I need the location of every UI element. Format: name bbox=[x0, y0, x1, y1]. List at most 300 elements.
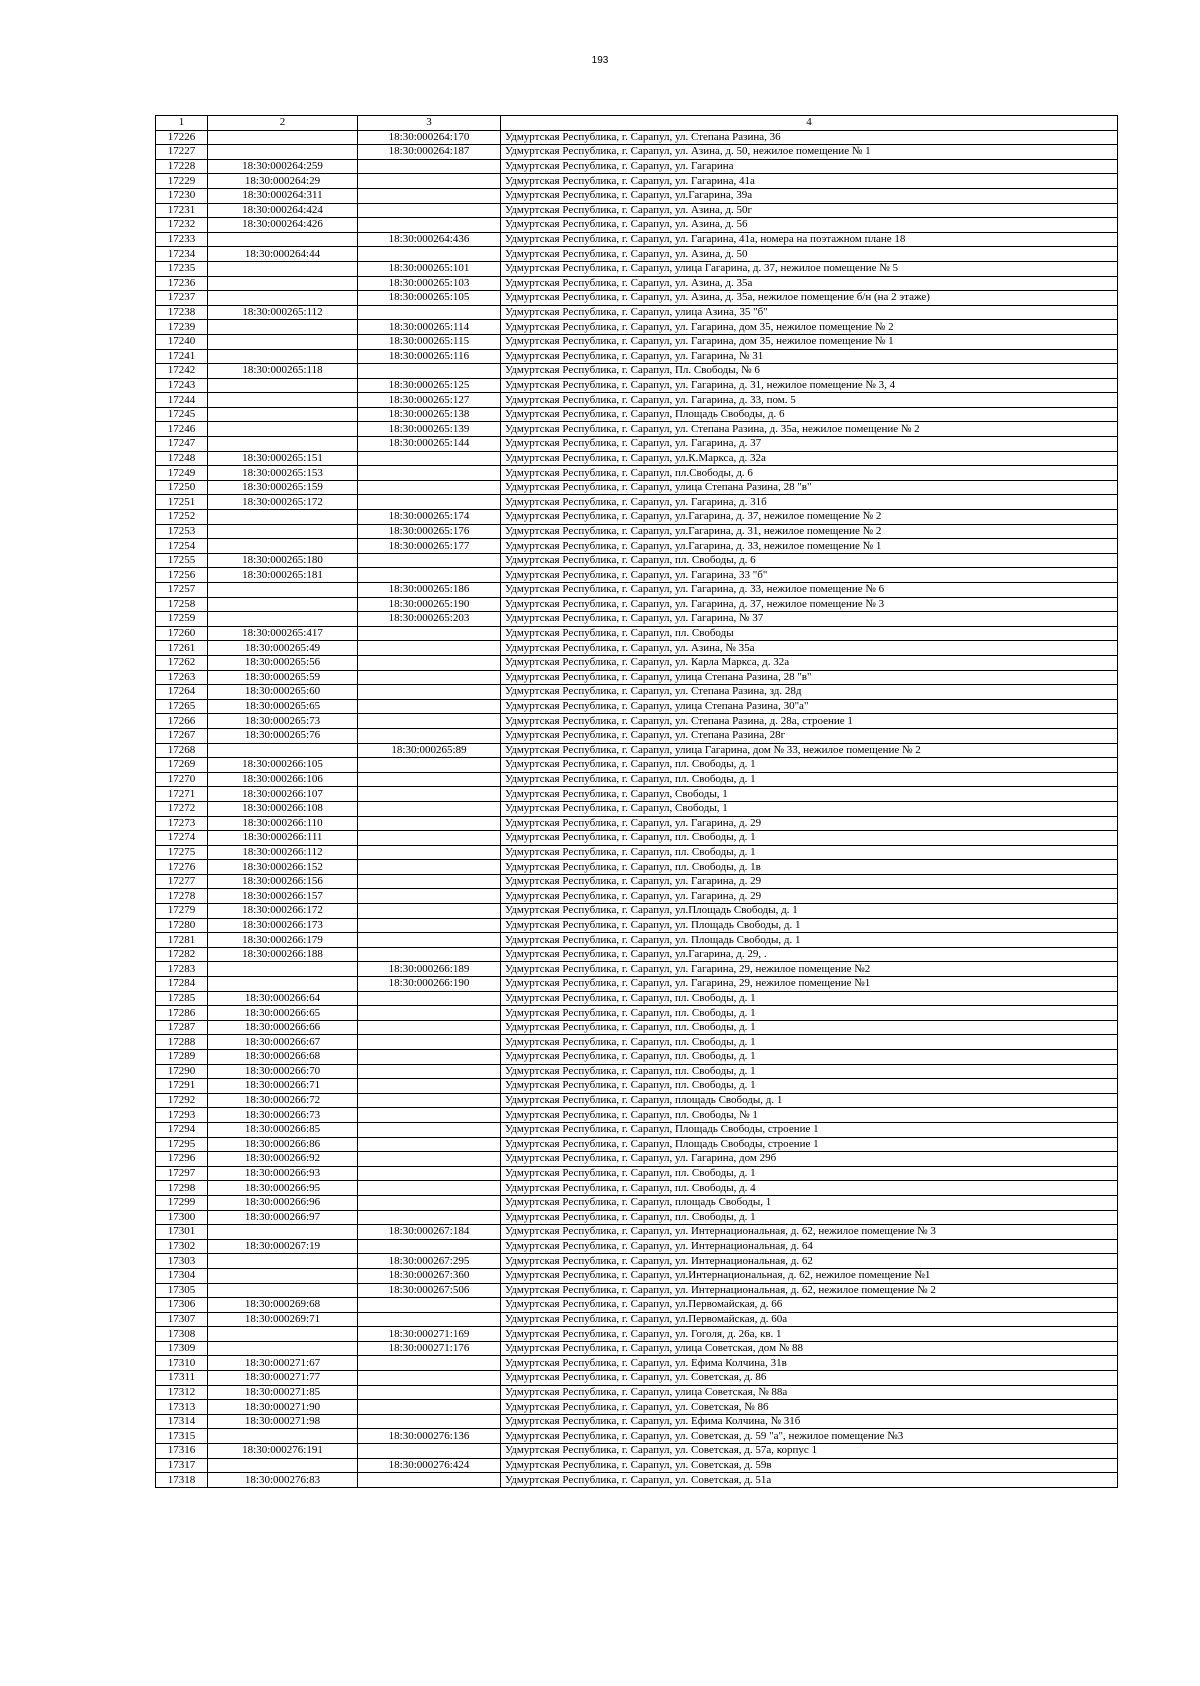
row-number-cell: 17243 bbox=[156, 378, 208, 393]
table-row bbox=[156, 860, 1118, 875]
address-cell: Удмуртская Республика, г. Сарапул, ул. Интернациональная, д. 62, нежилое помещение № 2 bbox=[501, 1283, 1118, 1298]
row-number-cell: 17306 bbox=[156, 1298, 208, 1313]
object-cadastral-number-cell bbox=[358, 1020, 501, 1035]
table-row bbox=[156, 641, 1118, 656]
row-number-cell: 17230 bbox=[156, 188, 208, 203]
row-number-cell: 17286 bbox=[156, 1006, 208, 1021]
object-cadastral-number-cell: 18:30:000265:114 bbox=[358, 320, 501, 335]
row-number-cell: 17316 bbox=[156, 1444, 208, 1459]
table-row bbox=[156, 1414, 1118, 1429]
row-number-cell: 17277 bbox=[156, 874, 208, 889]
object-cadastral-number-cell bbox=[358, 816, 501, 831]
land-cadastral-number-cell: 18:30:000266:71 bbox=[208, 1079, 358, 1094]
table-row bbox=[156, 1166, 1118, 1181]
address-cell: Удмуртская Республика, г. Сарапул, ул. Азина, № 35а bbox=[501, 641, 1118, 656]
land-cadastral-number-cell: 18:30:000266:157 bbox=[208, 889, 358, 904]
table-row bbox=[156, 670, 1118, 685]
land-cadastral-number-cell: 18:30:000266:111 bbox=[208, 831, 358, 846]
address-cell: Удмуртская Республика, г. Сарапул, улица Азина, 35 "б" bbox=[501, 305, 1118, 320]
land-cadastral-number-cell: 18:30:000271:90 bbox=[208, 1400, 358, 1415]
table-row bbox=[156, 378, 1118, 393]
table-row bbox=[156, 583, 1118, 598]
land-cadastral-number-cell bbox=[208, 1429, 358, 1444]
land-cadastral-number-cell: 18:30:000266:86 bbox=[208, 1137, 358, 1152]
land-cadastral-number-cell: 18:30:000266:105 bbox=[208, 758, 358, 773]
row-number-cell: 17294 bbox=[156, 1122, 208, 1137]
address-cell: Удмуртская Республика, г. Сарапул, пл. Свободы, д. 1 bbox=[501, 845, 1118, 860]
address-cell: Удмуртская Республика, г. Сарапул, ул. Азина, д. 35а bbox=[501, 276, 1118, 291]
address-cell: Удмуртская Республика, г. Сарапул, ул. Площадь Свободы, д. 1 bbox=[501, 933, 1118, 948]
object-cadastral-number-cell bbox=[358, 1298, 501, 1313]
object-cadastral-number-cell bbox=[358, 845, 501, 860]
land-cadastral-number-cell: 18:30:000266:93 bbox=[208, 1166, 358, 1181]
land-cadastral-number-cell: 18:30:000267:19 bbox=[208, 1239, 358, 1254]
row-number-cell: 17235 bbox=[156, 261, 208, 276]
object-cadastral-number-cell bbox=[358, 670, 501, 685]
land-cadastral-number-cell bbox=[208, 407, 358, 422]
object-cadastral-number-cell: 18:30:000264:187 bbox=[358, 145, 501, 160]
land-cadastral-number-cell: 18:30:000265:60 bbox=[208, 685, 358, 700]
object-cadastral-number-cell bbox=[358, 159, 501, 174]
land-cadastral-number-cell: 18:30:000266:96 bbox=[208, 1195, 358, 1210]
object-cadastral-number-cell bbox=[358, 1050, 501, 1065]
address-cell: Удмуртская Республика, г. Сарапул, ул. Советская, д. 86 bbox=[501, 1371, 1118, 1386]
land-cadastral-number-cell: 18:30:000265:153 bbox=[208, 466, 358, 481]
table-row bbox=[156, 524, 1118, 539]
table-row bbox=[156, 933, 1118, 948]
object-cadastral-number-cell bbox=[358, 991, 501, 1006]
address-cell: Удмуртская Республика, г. Сарапул, ул. Карла Маркса, д. 32а bbox=[501, 655, 1118, 670]
table-row bbox=[156, 1283, 1118, 1298]
address-cell: Удмуртская Республика, г. Сарапул, ул. Советская, № 86 bbox=[501, 1400, 1118, 1415]
object-cadastral-number-cell bbox=[358, 801, 501, 816]
land-cadastral-number-cell: 18:30:000266:110 bbox=[208, 816, 358, 831]
land-cadastral-number-cell: 18:30:000264:259 bbox=[208, 159, 358, 174]
table-row bbox=[156, 991, 1118, 1006]
object-cadastral-number-cell bbox=[358, 480, 501, 495]
table-row bbox=[156, 1458, 1118, 1473]
address-cell: Удмуртская Республика, г. Сарапул, ул.Первомайская, д. 60а bbox=[501, 1312, 1118, 1327]
land-cadastral-number-cell: 18:30:000266:152 bbox=[208, 860, 358, 875]
table-row bbox=[156, 1035, 1118, 1050]
land-cadastral-number-cell bbox=[208, 145, 358, 160]
land-cadastral-number-cell bbox=[208, 378, 358, 393]
column-header-2: 2 bbox=[208, 116, 358, 131]
land-cadastral-number-cell: 18:30:000269:71 bbox=[208, 1312, 358, 1327]
table-row bbox=[156, 539, 1118, 554]
object-cadastral-number-cell bbox=[358, 1064, 501, 1079]
object-cadastral-number-cell: 18:30:000265:138 bbox=[358, 407, 501, 422]
table-row bbox=[156, 174, 1118, 189]
row-number-cell: 17238 bbox=[156, 305, 208, 320]
land-cadastral-number-cell: 18:30:000266:106 bbox=[208, 772, 358, 787]
object-cadastral-number-cell bbox=[358, 874, 501, 889]
row-number-cell: 17247 bbox=[156, 437, 208, 452]
table-row bbox=[156, 291, 1118, 306]
table-row bbox=[156, 1006, 1118, 1021]
row-number-cell: 17256 bbox=[156, 568, 208, 583]
address-cell: Удмуртская Республика, г. Сарапул, Свободы, 1 bbox=[501, 787, 1118, 802]
land-cadastral-number-cell: 18:30:000266:173 bbox=[208, 918, 358, 933]
table-row bbox=[156, 145, 1118, 160]
object-cadastral-number-cell: 18:30:000265:177 bbox=[358, 539, 501, 554]
row-number-cell: 17254 bbox=[156, 539, 208, 554]
object-cadastral-number-cell bbox=[358, 305, 501, 320]
land-cadastral-number-cell: 18:30:000271:77 bbox=[208, 1371, 358, 1386]
object-cadastral-number-cell: 18:30:000276:424 bbox=[358, 1458, 501, 1473]
table-row bbox=[156, 816, 1118, 831]
row-number-cell: 17255 bbox=[156, 553, 208, 568]
table-row bbox=[156, 232, 1118, 247]
land-cadastral-number-cell: 18:30:000265:59 bbox=[208, 670, 358, 685]
row-number-cell: 17295 bbox=[156, 1137, 208, 1152]
address-cell: Удмуртская Республика, г. Сарапул, Пл. Свободы, № 6 bbox=[501, 364, 1118, 379]
table-row bbox=[156, 1268, 1118, 1283]
land-cadastral-number-cell: 18:30:000269:68 bbox=[208, 1298, 358, 1313]
address-cell: Удмуртская Республика, г. Сарапул, ул. Гагарина, д. 29 bbox=[501, 816, 1118, 831]
object-cadastral-number-cell bbox=[358, 626, 501, 641]
object-cadastral-number-cell: 18:30:000265:190 bbox=[358, 597, 501, 612]
land-cadastral-number-cell bbox=[208, 393, 358, 408]
address-cell: Удмуртская Республика, г. Сарапул, ул. Гагарина, 29, нежилое помещение №1 bbox=[501, 977, 1118, 992]
object-cadastral-number-cell bbox=[358, 203, 501, 218]
land-cadastral-number-cell bbox=[208, 437, 358, 452]
row-number-cell: 17310 bbox=[156, 1356, 208, 1371]
table-row bbox=[156, 801, 1118, 816]
object-cadastral-number-cell: 18:30:000265:105 bbox=[358, 291, 501, 306]
row-number-cell: 17269 bbox=[156, 758, 208, 773]
object-cadastral-number-cell bbox=[358, 758, 501, 773]
row-number-cell: 17307 bbox=[156, 1312, 208, 1327]
table-row bbox=[156, 1181, 1118, 1196]
land-cadastral-number-cell: 18:30:000266:67 bbox=[208, 1035, 358, 1050]
object-cadastral-number-cell bbox=[358, 655, 501, 670]
address-cell: Удмуртская Республика, г. Сарапул, ул. Степана Разина, 28г bbox=[501, 728, 1118, 743]
table-row bbox=[156, 743, 1118, 758]
object-cadastral-number-cell: 18:30:000264:170 bbox=[358, 130, 501, 145]
table-body bbox=[156, 130, 1118, 1487]
object-cadastral-number-cell bbox=[358, 1414, 501, 1429]
column-header-1: 1 bbox=[156, 116, 208, 131]
object-cadastral-number-cell bbox=[358, 451, 501, 466]
row-number-cell: 17312 bbox=[156, 1385, 208, 1400]
object-cadastral-number-cell bbox=[358, 1093, 501, 1108]
address-cell: Удмуртская Республика, г. Сарапул, улица Гагарина, дом № 33, нежилое помещение № 2 bbox=[501, 743, 1118, 758]
address-cell: Удмуртская Республика, г. Сарапул, ул. Гагарина, 41а bbox=[501, 174, 1118, 189]
object-cadastral-number-cell bbox=[358, 364, 501, 379]
row-number-cell: 17233 bbox=[156, 232, 208, 247]
table-row bbox=[156, 655, 1118, 670]
land-cadastral-number-cell: 18:30:000266:85 bbox=[208, 1122, 358, 1137]
row-number-cell: 17250 bbox=[156, 480, 208, 495]
row-number-cell: 17240 bbox=[156, 334, 208, 349]
object-cadastral-number-cell: 18:30:000266:189 bbox=[358, 962, 501, 977]
row-number-cell: 17248 bbox=[156, 451, 208, 466]
object-cadastral-number-cell: 18:30:000267:184 bbox=[358, 1225, 501, 1240]
land-cadastral-number-cell: 18:30:000271:85 bbox=[208, 1385, 358, 1400]
table-row bbox=[156, 130, 1118, 145]
row-number-cell: 17262 bbox=[156, 655, 208, 670]
table-row bbox=[156, 831, 1118, 846]
address-cell: Удмуртская Республика, г. Сарапул, улица Степана Разина, 30"а" bbox=[501, 699, 1118, 714]
land-cadastral-number-cell: 18:30:000264:424 bbox=[208, 203, 358, 218]
row-number-cell: 17283 bbox=[156, 962, 208, 977]
object-cadastral-number-cell bbox=[358, 699, 501, 714]
table-row bbox=[156, 466, 1118, 481]
object-cadastral-number-cell bbox=[358, 685, 501, 700]
object-cadastral-number-cell: 18:30:000265:115 bbox=[358, 334, 501, 349]
row-number-cell: 17314 bbox=[156, 1414, 208, 1429]
address-cell: Удмуртская Республика, г. Сарапул, пл. Свободы, д. 4 bbox=[501, 1181, 1118, 1196]
table-row bbox=[156, 480, 1118, 495]
land-cadastral-number-cell: 18:30:000265:73 bbox=[208, 714, 358, 729]
object-cadastral-number-cell bbox=[358, 218, 501, 233]
land-cadastral-number-cell: 18:30:000266:97 bbox=[208, 1210, 358, 1225]
address-cell: Удмуртская Республика, г. Сарапул, ул. Гагарина, № 37 bbox=[501, 612, 1118, 627]
address-cell: Удмуртская Республика, г. Сарапул, ул. Гагарина, д. 37 bbox=[501, 437, 1118, 452]
table-row bbox=[156, 1152, 1118, 1167]
row-number-cell: 17253 bbox=[156, 524, 208, 539]
address-cell: Удмуртская Республика, г. Сарапул, ул.Гагарина, 39а bbox=[501, 188, 1118, 203]
land-cadastral-number-cell: 18:30:000265:172 bbox=[208, 495, 358, 510]
land-cadastral-number-cell: 18:30:000271:67 bbox=[208, 1356, 358, 1371]
object-cadastral-number-cell bbox=[358, 495, 501, 510]
object-cadastral-number-cell: 18:30:000265:125 bbox=[358, 378, 501, 393]
table-row bbox=[156, 728, 1118, 743]
table-row bbox=[156, 1079, 1118, 1094]
row-number-cell: 17242 bbox=[156, 364, 208, 379]
land-cadastral-number-cell bbox=[208, 291, 358, 306]
object-cadastral-number-cell bbox=[358, 947, 501, 962]
table-row bbox=[156, 407, 1118, 422]
table-row bbox=[156, 320, 1118, 335]
row-number-cell: 17244 bbox=[156, 393, 208, 408]
row-number-cell: 17251 bbox=[156, 495, 208, 510]
table-row bbox=[156, 1254, 1118, 1269]
address-cell: Удмуртская Республика, г. Сарапул, ул. Гагарина, 29, нежилое помещение №2 bbox=[501, 962, 1118, 977]
row-number-cell: 17264 bbox=[156, 685, 208, 700]
address-cell: Удмуртская Республика, г. Сарапул, пл. Свободы bbox=[501, 626, 1118, 641]
land-cadastral-number-cell bbox=[208, 334, 358, 349]
object-cadastral-number-cell bbox=[358, 641, 501, 656]
row-number-cell: 17315 bbox=[156, 1429, 208, 1444]
land-cadastral-number-cell: 18:30:000266:70 bbox=[208, 1064, 358, 1079]
object-cadastral-number-cell bbox=[358, 1181, 501, 1196]
object-cadastral-number-cell: 18:30:000266:190 bbox=[358, 977, 501, 992]
object-cadastral-number-cell: 18:30:000271:169 bbox=[358, 1327, 501, 1342]
object-cadastral-number-cell: 18:30:000265:89 bbox=[358, 743, 501, 758]
object-cadastral-number-cell bbox=[358, 1400, 501, 1415]
object-cadastral-number-cell bbox=[358, 860, 501, 875]
row-number-cell: 17270 bbox=[156, 772, 208, 787]
table-row bbox=[156, 1356, 1118, 1371]
land-cadastral-number-cell bbox=[208, 1458, 358, 1473]
row-number-cell: 17297 bbox=[156, 1166, 208, 1181]
land-cadastral-number-cell bbox=[208, 349, 358, 364]
land-cadastral-number-cell: 18:30:000265:159 bbox=[208, 480, 358, 495]
table-row bbox=[156, 510, 1118, 525]
address-cell: Удмуртская Республика, г. Сарапул, Площадь Свободы, д. 6 bbox=[501, 407, 1118, 422]
address-cell: Удмуртская Республика, г. Сарапул, ул. Азина, д. 50 bbox=[501, 247, 1118, 262]
object-cadastral-number-cell bbox=[358, 1035, 501, 1050]
row-number-cell: 17289 bbox=[156, 1050, 208, 1065]
land-cadastral-number-cell bbox=[208, 1327, 358, 1342]
address-cell: Удмуртская Республика, г. Сарапул, улица Советская, № 88а bbox=[501, 1385, 1118, 1400]
address-cell: Удмуртская Республика, г. Сарапул, пл. Свободы, д. 1 bbox=[501, 758, 1118, 773]
land-cadastral-number-cell: 18:30:000265:56 bbox=[208, 655, 358, 670]
land-cadastral-number-cell: 18:30:000276:191 bbox=[208, 1444, 358, 1459]
land-cadastral-number-cell: 18:30:000266:172 bbox=[208, 904, 358, 919]
table-row bbox=[156, 495, 1118, 510]
address-cell: Удмуртская Республика, г. Сарапул, ул. Степана Разина, д. 35а, нежилое помещение № 2 bbox=[501, 422, 1118, 437]
row-number-cell: 17296 bbox=[156, 1152, 208, 1167]
row-number-cell: 17313 bbox=[156, 1400, 208, 1415]
address-cell: Удмуртская Республика, г. Сарапул, ул. Ефима Колчина, № 31б bbox=[501, 1414, 1118, 1429]
table-row bbox=[156, 1020, 1118, 1035]
land-cadastral-number-cell bbox=[208, 977, 358, 992]
address-cell: Удмуртская Республика, г. Сарапул, ул. Гагарина bbox=[501, 159, 1118, 174]
object-cadastral-number-cell: 18:30:000267:360 bbox=[358, 1268, 501, 1283]
address-cell: Удмуртская Республика, г. Сарапул, ул. Площадь Свободы, д. 1 bbox=[501, 918, 1118, 933]
address-cell: Удмуртская Республика, г. Сарапул, улица Степана Разина, 28 "в" bbox=[501, 480, 1118, 495]
address-cell: Удмуртская Республика, г. Сарапул, пл. Свободы, д. 1 bbox=[501, 991, 1118, 1006]
object-cadastral-number-cell bbox=[358, 787, 501, 802]
row-number-cell: 17287 bbox=[156, 1020, 208, 1035]
land-cadastral-number-cell: 18:30:000266:92 bbox=[208, 1152, 358, 1167]
row-number-cell: 17300 bbox=[156, 1210, 208, 1225]
object-cadastral-number-cell bbox=[358, 1444, 501, 1459]
table-row bbox=[156, 451, 1118, 466]
address-cell: Удмуртская Республика, г. Сарапул, ул. Ефима Колчина, 31в bbox=[501, 1356, 1118, 1371]
row-number-cell: 17249 bbox=[156, 466, 208, 481]
table-row bbox=[156, 393, 1118, 408]
address-cell: Удмуртская Республика, г. Сарапул, ул. Степана Разина, 36 bbox=[501, 130, 1118, 145]
land-cadastral-number-cell: 18:30:000265:180 bbox=[208, 553, 358, 568]
address-cell: Удмуртская Республика, г. Сарапул, ул. Азина, д. 35а, нежилое помещение б/н (на 2 этаже) bbox=[501, 291, 1118, 306]
object-cadastral-number-cell bbox=[358, 568, 501, 583]
row-number-cell: 17231 bbox=[156, 203, 208, 218]
object-cadastral-number-cell: 18:30:000267:506 bbox=[358, 1283, 501, 1298]
land-cadastral-number-cell: 18:30:000266:73 bbox=[208, 1108, 358, 1123]
table-row bbox=[156, 714, 1118, 729]
land-cadastral-number-cell: 18:30:000266:108 bbox=[208, 801, 358, 816]
object-cadastral-number-cell: 18:30:000265:176 bbox=[358, 524, 501, 539]
address-cell: Удмуртская Республика, г. Сарапул, пл. Свободы, д. 1 bbox=[501, 1166, 1118, 1181]
row-number-cell: 17268 bbox=[156, 743, 208, 758]
object-cadastral-number-cell bbox=[358, 174, 501, 189]
row-number-cell: 17239 bbox=[156, 320, 208, 335]
land-cadastral-number-cell: 18:30:000265:151 bbox=[208, 451, 358, 466]
column-header-3: 3 bbox=[358, 116, 501, 131]
object-cadastral-number-cell bbox=[358, 1166, 501, 1181]
address-cell: Удмуртская Республика, г. Сарапул, ул. Советская, д. 59в bbox=[501, 1458, 1118, 1473]
land-cadastral-number-cell bbox=[208, 1341, 358, 1356]
row-number-cell: 17318 bbox=[156, 1473, 208, 1488]
object-cadastral-number-cell: 18:30:000276:136 bbox=[358, 1429, 501, 1444]
address-cell: Удмуртская Республика, г. Сарапул, ул.К.Маркса, д. 32а bbox=[501, 451, 1118, 466]
land-cadastral-number-cell: 18:30:000266:64 bbox=[208, 991, 358, 1006]
registry-table bbox=[155, 115, 1118, 1488]
address-cell: Удмуртская Республика, г. Сарапул, ул. Советская, д. 59 "а", нежилое помещение №3 bbox=[501, 1429, 1118, 1444]
address-cell: Удмуртская Республика, г. Сарапул, пл. Свободы, д. 1в bbox=[501, 860, 1118, 875]
address-cell: Удмуртская Республика, г. Сарапул, ул.Гагарина, д. 29, . bbox=[501, 947, 1118, 962]
address-cell: Удмуртская Республика, г. Сарапул, ул. Гагарина, д. 33, пом. 5 bbox=[501, 393, 1118, 408]
table-row bbox=[156, 1093, 1118, 1108]
object-cadastral-number-cell bbox=[358, 904, 501, 919]
land-cadastral-number-cell bbox=[208, 1254, 358, 1269]
table-row bbox=[156, 334, 1118, 349]
row-number-cell: 17311 bbox=[156, 1371, 208, 1386]
address-cell: Удмуртская Республика, г. Сарапул, площадь Свободы, 1 bbox=[501, 1195, 1118, 1210]
table-row bbox=[156, 626, 1118, 641]
land-cadastral-number-cell bbox=[208, 539, 358, 554]
address-cell: Удмуртская Республика, г. Сарапул, ул. Гагарина, д. 31б bbox=[501, 495, 1118, 510]
table-row bbox=[156, 1298, 1118, 1313]
table-row bbox=[156, 1385, 1118, 1400]
object-cadastral-number-cell bbox=[358, 714, 501, 729]
land-cadastral-number-cell bbox=[208, 232, 358, 247]
row-number-cell: 17229 bbox=[156, 174, 208, 189]
table-row bbox=[156, 1137, 1118, 1152]
table-row bbox=[156, 977, 1118, 992]
table-row bbox=[156, 1225, 1118, 1240]
object-cadastral-number-cell bbox=[358, 1108, 501, 1123]
land-cadastral-number-cell bbox=[208, 962, 358, 977]
address-cell: Удмуртская Республика, г. Сарапул, ул. Гагарина, дом 29б bbox=[501, 1152, 1118, 1167]
land-cadastral-number-cell: 18:30:000265:49 bbox=[208, 641, 358, 656]
table-row bbox=[156, 612, 1118, 627]
row-number-cell: 17234 bbox=[156, 247, 208, 262]
row-number-cell: 17278 bbox=[156, 889, 208, 904]
address-cell: Удмуртская Республика, г. Сарапул, ул.Интернациональная, д. 62, нежилое помещение №1 bbox=[501, 1268, 1118, 1283]
address-cell: Удмуртская Республика, г. Сарапул, пл. Свободы, д. 1 bbox=[501, 1006, 1118, 1021]
table-row bbox=[156, 188, 1118, 203]
object-cadastral-number-cell bbox=[358, 1210, 501, 1225]
land-cadastral-number-cell: 18:30:000265:65 bbox=[208, 699, 358, 714]
address-cell: Удмуртская Республика, г. Сарапул, ул. Гагарина, 33 "б" bbox=[501, 568, 1118, 583]
table-row bbox=[156, 1327, 1118, 1342]
table-row bbox=[156, 261, 1118, 276]
address-cell: Удмуртская Республика, г. Сарапул, ул. Азина, д. 56 bbox=[501, 218, 1118, 233]
address-cell: Удмуртская Республика, г. Сарапул, ул.Гагарина, д. 37, нежилое помещение № 2 bbox=[501, 510, 1118, 525]
object-cadastral-number-cell: 18:30:000265:186 bbox=[358, 583, 501, 598]
table-row bbox=[156, 699, 1118, 714]
row-number-cell: 17279 bbox=[156, 904, 208, 919]
table-row bbox=[156, 1400, 1118, 1415]
row-number-cell: 17291 bbox=[156, 1079, 208, 1094]
table-row bbox=[156, 305, 1118, 320]
object-cadastral-number-cell bbox=[358, 1079, 501, 1094]
address-cell: Удмуртская Республика, г. Сарапул, пл. Свободы, д. 1 bbox=[501, 1079, 1118, 1094]
table-row bbox=[156, 276, 1118, 291]
table-row bbox=[156, 1122, 1118, 1137]
table-row bbox=[156, 947, 1118, 962]
table-row bbox=[156, 568, 1118, 583]
land-cadastral-number-cell: 18:30:000265:76 bbox=[208, 728, 358, 743]
table-row bbox=[156, 1444, 1118, 1459]
land-cadastral-number-cell bbox=[208, 130, 358, 145]
address-cell: Удмуртская Республика, г. Сарапул, пл. Свободы, д. 1 bbox=[501, 772, 1118, 787]
address-cell: Удмуртская Республика, г. Сарапул, ул. Азина, д. 50, нежилое помещение № 1 bbox=[501, 145, 1118, 160]
row-number-cell: 17309 bbox=[156, 1341, 208, 1356]
row-number-cell: 17303 bbox=[156, 1254, 208, 1269]
row-number-cell: 17301 bbox=[156, 1225, 208, 1240]
land-cadastral-number-cell bbox=[208, 510, 358, 525]
address-cell: Удмуртская Республика, г. Сарапул, ул. Гагарина, д. 33, нежилое помещение № 6 bbox=[501, 583, 1118, 598]
row-number-cell: 17285 bbox=[156, 991, 208, 1006]
address-cell: Удмуртская Республика, г. Сарапул, пл. Свободы, д. 1 bbox=[501, 1210, 1118, 1225]
table-row bbox=[156, 364, 1118, 379]
